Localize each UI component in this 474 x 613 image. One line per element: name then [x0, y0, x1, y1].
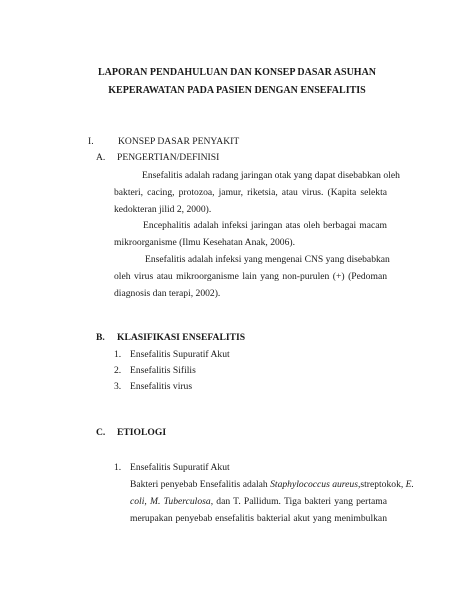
definition-para-3-line-1: Ensefalitis adalah infeksi yang mengenai CNS yang disebabkan: [145, 254, 390, 265]
definition-para-1-line-1: Ensefalitis adalah radang jaringan otak yang dapat disebabkan oleh: [142, 170, 400, 181]
etiology-text-2d: , dan T. Pallidum. Tiga bakteri yang pertama: [210, 496, 388, 507]
definition-para-3-line-3: diagnosis dan terapi, 2002).: [114, 288, 221, 299]
section-1-numeral: I.: [88, 136, 94, 147]
etiology-text-1c: ,streptokok,: [357, 479, 406, 490]
definition-para-2-line-1: Encephalitis adalah infeksi jaringan atas oleh berbagai macam: [143, 220, 387, 231]
etiology-item-1-num: 1.: [114, 462, 122, 473]
etiology-text-2b: ,: [144, 496, 150, 507]
classification-item-1-num: 1.: [114, 349, 122, 360]
definition-para-1-line-2: bakteri, cacing, protozoa, jamur, riketsia, atau virus. (Kapita selekta: [114, 187, 387, 198]
definition-para-3-line-2: oleh virus atau mikroorganisme lain yang non-purulen (+) (Pedoman: [114, 271, 387, 282]
etiology-species-2a: E.: [405, 479, 414, 490]
definition-para-1-line-3: kedokteran jilid 2, 2000).: [114, 204, 212, 215]
etiology-text-1a: Bakteri penyebab Ensefalitis adalah: [130, 479, 271, 490]
classification-item-2-num: 2.: [114, 365, 122, 376]
definition-para-2-line-2: mikroorganisme (Ilmu Kesehatan Anak, 2006).: [114, 237, 295, 248]
doc-title-line-2: KEPERAWATAN PADA PASIEN DENGAN ENSEFALITIS: [108, 85, 366, 96]
classification-item-2: Ensefalitis Sifilis: [130, 365, 196, 376]
subsection-a-heading: PENGERTIAN/DEFINISI: [117, 152, 220, 163]
subsection-b-letter: B.: [96, 332, 105, 343]
etiology-species-3: M. Tuberculosa: [150, 496, 211, 507]
subsection-a-letter: A.: [96, 152, 106, 163]
classification-item-1: Ensefalitis Supuratif Akut: [130, 349, 230, 360]
etiology-para-line-3: merupakan penyebab ensefalitis bakterial akut yang menimbulkan: [130, 513, 387, 524]
etiology-para-line-1: [130, 479, 414, 490]
classification-item-3-num: 3.: [114, 381, 122, 392]
doc-title-line-1: LAPORAN PENDAHULUAN DAN KONSEP DASAR ASUHAN: [97, 67, 377, 78]
etiology-species-2b: coli: [130, 496, 145, 507]
etiology-item-1: Ensefalitis Supuratif Akut: [130, 462, 230, 473]
classification-item-3: Ensefalitis virus: [130, 381, 193, 392]
subsection-c-letter: C.: [96, 427, 106, 438]
subsection-b-heading: KLASIFIKASI ENSEFALITIS: [117, 332, 246, 343]
etiology-para-line-2: [130, 497, 387, 507]
subsection-c-heading: ETIOLOGI: [117, 427, 167, 438]
etiology-species-1: Staphylococcus aureus: [270, 479, 358, 490]
section-1-heading: KONSEP DASAR PENYAKIT: [118, 136, 240, 147]
